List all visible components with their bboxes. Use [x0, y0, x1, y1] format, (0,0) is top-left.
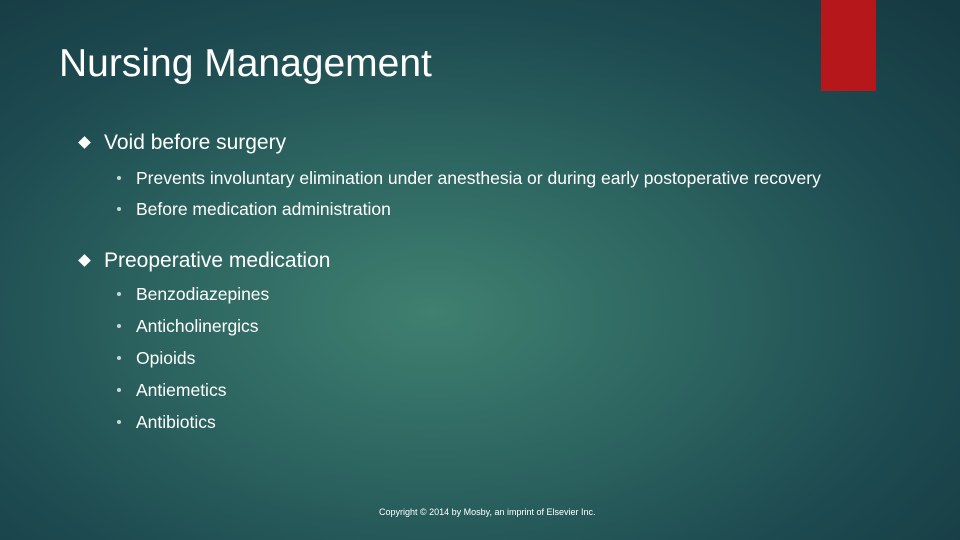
list-item-text: Opioids	[136, 348, 196, 368]
copyright-footer: Copyright © 2014 by Mosby, an imprint of Elsevier Inc.	[379, 507, 596, 517]
sub-list	[76, 283, 856, 433]
list-item-text: Before medication administration	[136, 199, 391, 219]
sub-list	[76, 167, 856, 220]
dot-bullet-icon	[117, 324, 121, 328]
list-item-text: Antiemetics	[136, 380, 227, 400]
dot-bullet-icon	[117, 176, 121, 180]
section-void-before-surgery	[76, 127, 856, 220]
dot-bullet-icon	[117, 388, 121, 392]
section-preoperative-medication	[76, 245, 856, 433]
diamond-bullet-icon	[78, 254, 91, 267]
slide-title: Nursing Management	[59, 42, 432, 85]
accent-bar	[821, 0, 876, 91]
list-item	[76, 283, 856, 305]
list-item	[76, 315, 856, 337]
section-heading	[76, 245, 856, 277]
list-item	[76, 198, 856, 220]
section-heading	[76, 127, 856, 159]
list-item	[76, 347, 856, 369]
list-item-text: Benzodiazepines	[136, 284, 270, 304]
dot-bullet-icon	[117, 356, 121, 360]
list-item-text: Prevents involuntary elimination under anesthesia or during early postoperative recovery	[136, 168, 821, 188]
diamond-bullet-icon	[78, 136, 91, 149]
dot-bullet-icon	[117, 207, 121, 211]
list-item	[76, 167, 856, 189]
list-item-text: Anticholinergics	[136, 316, 259, 336]
list-item	[76, 379, 856, 401]
section-heading-text: Void before surgery	[104, 131, 287, 154]
dot-bullet-icon	[117, 292, 121, 296]
slide-content	[76, 127, 856, 433]
section-heading-text: Preoperative medication	[104, 249, 331, 272]
dot-bullet-icon	[117, 420, 121, 424]
list-item	[76, 411, 856, 433]
list-item-text: Antibiotics	[136, 412, 216, 432]
